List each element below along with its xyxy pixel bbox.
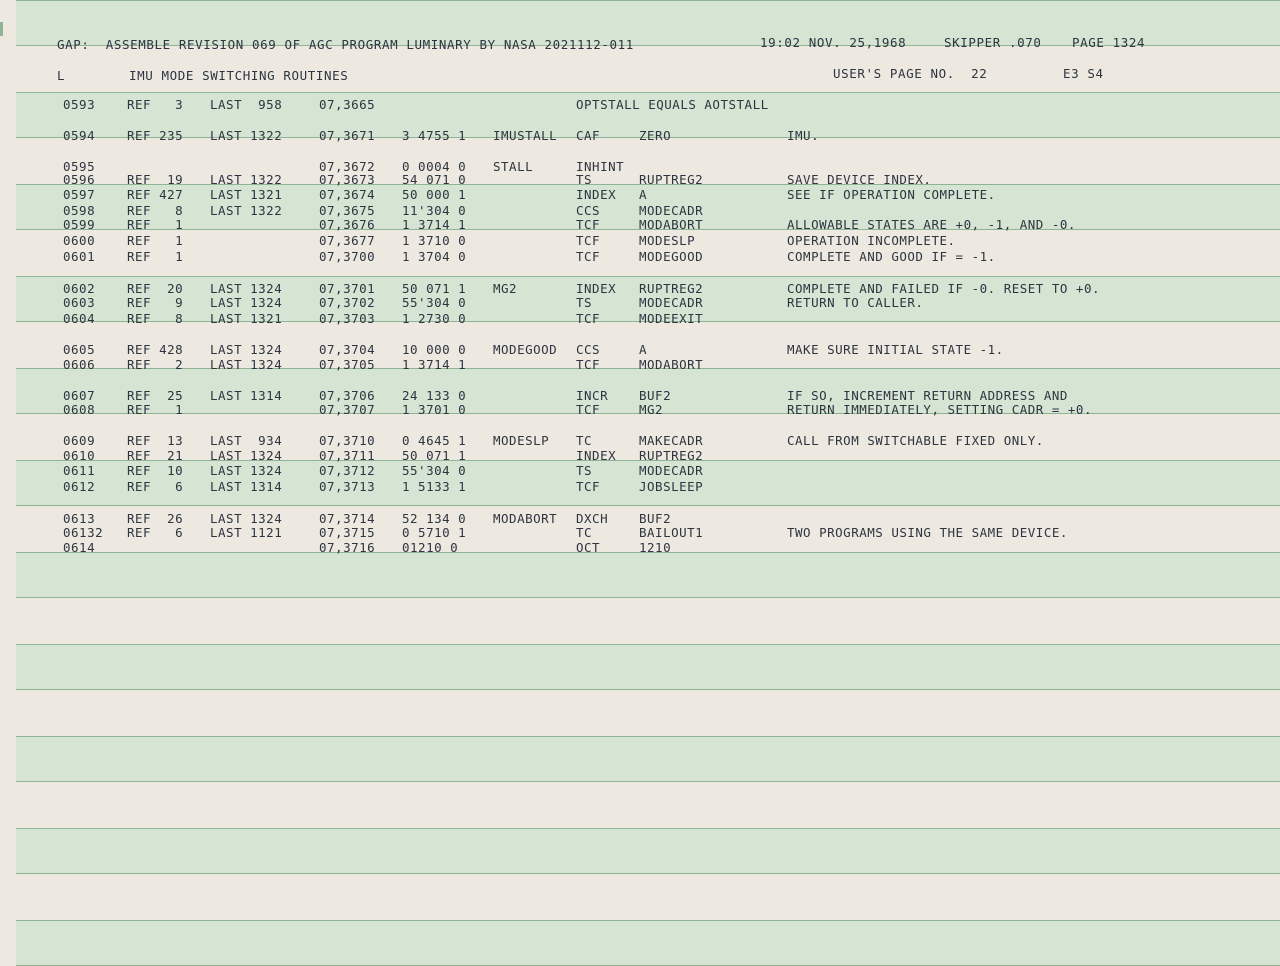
listing-addr: 07,3676	[319, 217, 376, 232]
listing-opcode: CCS	[576, 203, 601, 218]
listing-ref: REF 21	[127, 448, 184, 463]
paper-band	[16, 644, 1280, 690]
listing-operand: MODESLP	[639, 233, 696, 248]
listing-last: LAST 1324	[210, 295, 283, 310]
listing-word: 50 071 1	[402, 448, 467, 463]
listing-opcode: TCF	[576, 249, 601, 264]
page-number: PAGE 1324	[1072, 35, 1146, 50]
listing-label: MODESLP	[493, 433, 550, 448]
listing-line: 0605	[63, 342, 96, 357]
listing-addr: 07,3675	[319, 203, 376, 218]
listing-word: 52 134 0	[402, 511, 467, 526]
listing-line: 0611	[63, 463, 96, 478]
users-page-number: USER'S PAGE NO. 22	[833, 66, 988, 81]
listing-ref: REF 19	[127, 172, 184, 187]
listing-opcode: TC	[576, 525, 593, 540]
listing-operand: MAKECADR	[639, 433, 704, 448]
listing-line: 0607	[63, 388, 96, 403]
listing-comment: MAKE SURE INITIAL STATE -1.	[787, 342, 1004, 357]
listing-opcode: INCR	[576, 388, 609, 403]
listing-word: 01210 0	[402, 540, 459, 555]
listing-word: 1 3710 0	[402, 233, 467, 248]
listing-addr: 07,3715	[319, 525, 376, 540]
listing-last: LAST 1321	[210, 187, 283, 202]
listing-addr: 07,3665	[319, 97, 376, 112]
listing-label: MODABORT	[493, 511, 558, 526]
listing-addr: 07,3700	[319, 249, 376, 264]
listing-last: LAST 1324	[210, 357, 283, 372]
listing-ref: REF 2	[127, 357, 184, 372]
listing-comment: RETURN TO CALLER.	[787, 295, 924, 310]
listing-line: 0609	[63, 433, 96, 448]
listing-operand: MODECADR	[639, 463, 704, 478]
paper-band	[16, 828, 1280, 874]
listing-addr: 07,3673	[319, 172, 376, 187]
listing-line: 0606	[63, 357, 96, 372]
listing-operand: MODABORT	[639, 217, 704, 232]
listing-line: 0599	[63, 217, 96, 232]
listing-ref: REF 9	[127, 295, 184, 310]
listing-last: LAST 934	[210, 433, 283, 448]
listing-ref: REF 10	[127, 463, 184, 478]
listing-addr: 07,3712	[319, 463, 376, 478]
listing-label: IMUSTALL	[493, 128, 558, 143]
listing-opcode: INDEX	[576, 448, 617, 463]
listing-ref: REF 13	[127, 433, 184, 448]
listing-word: 1 3714 1	[402, 217, 467, 232]
listing-ref: REF 6	[127, 525, 184, 540]
listing-word: 11'304 0	[402, 203, 467, 218]
listing-operand: MODECADR	[639, 203, 704, 218]
listing-opcode: TCF	[576, 479, 601, 494]
listing-line: 0613	[63, 511, 96, 526]
listing-last: LAST 1324	[210, 463, 283, 478]
listing-line: 0612	[63, 479, 96, 494]
listing-addr: 07,3710	[319, 433, 376, 448]
listing-word: 55'304 0	[402, 463, 467, 478]
listing-comment: SEE IF OPERATION COMPLETE.	[787, 187, 996, 202]
listing-last: LAST 1324	[210, 448, 283, 463]
operator-label: SKIPPER .070	[944, 35, 1042, 50]
listing-word: 50 000 1	[402, 187, 467, 202]
listing-comment: IF SO, INCREMENT RETURN ADDRESS AND	[787, 388, 1068, 403]
assembly-timestamp: 19:02 NOV. 25,1968	[760, 35, 907, 50]
paper-band	[16, 736, 1280, 782]
listing-comment: COMPLETE AND GOOD IF = -1.	[787, 249, 996, 264]
listing-operand: A	[639, 187, 648, 202]
listing-opcode: TCF	[576, 357, 601, 372]
listing-last: LAST 1322	[210, 172, 283, 187]
listing-addr: 07,3706	[319, 388, 376, 403]
listing-operand: JOBSLEEP	[639, 479, 704, 494]
listing-word: 54 071 0	[402, 172, 467, 187]
listing-operand: MODEGOOD	[639, 249, 704, 264]
listing-operand: BUF2	[639, 511, 672, 526]
listing-word: 1 5133 1	[402, 479, 467, 494]
listing-comment: TWO PROGRAMS USING THE SAME DEVICE.	[787, 525, 1068, 540]
listing-word: 10 000 0	[402, 342, 467, 357]
listing-opcode: CAF	[576, 128, 601, 143]
listing-word: 1 3704 0	[402, 249, 467, 264]
listing-opcode: CCS	[576, 342, 601, 357]
listing-operand: MODECADR	[639, 295, 704, 310]
listing-ref: REF 20	[127, 281, 184, 296]
listing-opcode: TS	[576, 463, 593, 478]
paper-band	[16, 552, 1280, 598]
listing-comment: RETURN IMMEDIATELY, SETTING CADR = +0.	[787, 402, 1092, 417]
listing-ref: REF 1	[127, 402, 184, 417]
listing-line: 0593	[63, 97, 96, 112]
paper-band	[16, 920, 1280, 966]
page-codes: E3 S4	[1063, 66, 1104, 81]
listing-addr: 07,3704	[319, 342, 376, 357]
listing-line: 0602	[63, 281, 96, 296]
listing-last: LAST 1314	[210, 388, 283, 403]
listing-word: 1 3701 0	[402, 402, 467, 417]
listing-last: LAST 1321	[210, 311, 283, 326]
assembly-header: GAP: ASSEMBLE REVISION 069 OF AGC PROGRAM LUMINARY BY NASA 2021112-011	[57, 37, 634, 52]
listing-ref: REF 8	[127, 203, 184, 218]
listing-last: LAST 958	[210, 97, 283, 112]
listing-last: LAST 1324	[210, 281, 283, 296]
listing-last: LAST 1324	[210, 342, 283, 357]
listing-addr: 07,3707	[319, 402, 376, 417]
listing-ref: REF 1	[127, 233, 184, 248]
listing-opcode: TC	[576, 433, 593, 448]
listing-operand: 1210	[639, 540, 672, 555]
listing-word: 0 4645 1	[402, 433, 467, 448]
listing-line: 0598	[63, 203, 96, 218]
tractor-feed-mark	[0, 22, 3, 36]
listing-word: 1 2730 0	[402, 311, 467, 326]
listing-comment: ALLOWABLE STATES ARE +0, -1, AND -0.	[787, 217, 1076, 232]
listing-operand: ZERO	[639, 128, 672, 143]
listing-ref: REF 428	[127, 342, 184, 357]
listing-opcode: TS	[576, 295, 593, 310]
listing-ref: REF 25	[127, 388, 184, 403]
listing-ref: REF 6	[127, 479, 184, 494]
listing-comment: COMPLETE AND FAILED IF -0. RESET TO +0.	[787, 281, 1100, 296]
listing-operand: BAILOUT1	[639, 525, 704, 540]
listing-operand: RUPTREG2	[639, 448, 704, 463]
listing-comment: IMU.	[787, 128, 820, 143]
listing-addr: 07,3701	[319, 281, 376, 296]
listing-addr: 07,3705	[319, 357, 376, 372]
listing-operand: MODABORT	[639, 357, 704, 372]
listing-last: LAST 1314	[210, 479, 283, 494]
listing-addr: 07,3702	[319, 295, 376, 310]
listing-addr: 07,3713	[319, 479, 376, 494]
listing-line: 0614	[63, 540, 96, 555]
listing-opcode: INDEX	[576, 187, 617, 202]
listing-addr: 07,3711	[319, 448, 376, 463]
section-title: IMU MODE SWITCHING ROUTINES	[129, 68, 349, 83]
listing-opcode: OCT	[576, 540, 601, 555]
listing-comment: CALL FROM SWITCHABLE FIXED ONLY.	[787, 433, 1044, 448]
listing-label: STALL	[493, 159, 534, 174]
listing-addr: 07,3714	[319, 511, 376, 526]
listing-word: 50 071 1	[402, 281, 467, 296]
listing-opcode: INHINT	[576, 159, 625, 174]
listing-operand: RUPTREG2	[639, 172, 704, 187]
listing-ref: REF 8	[127, 311, 184, 326]
listing-opcode: TCF	[576, 311, 601, 326]
listing-word: 0 5710 1	[402, 525, 467, 540]
listing-line: 0596	[63, 172, 96, 187]
listing-label: MODEGOOD	[493, 342, 558, 357]
listing-ref: REF 26	[127, 511, 184, 526]
listing-ref: REF 1	[127, 249, 184, 264]
listing-line: 0608	[63, 402, 96, 417]
listing-last: LAST 1322	[210, 203, 283, 218]
listing-addr: 07,3677	[319, 233, 376, 248]
listing-operand: MODEEXIT	[639, 311, 704, 326]
listing-addr: 07,3674	[319, 187, 376, 202]
listing-opcode: TCF	[576, 233, 601, 248]
listing-opcode: TCF	[576, 402, 601, 417]
listing-addr: 07,3716	[319, 540, 376, 555]
listing-line: 0597	[63, 187, 96, 202]
listing-line: 0600	[63, 233, 96, 248]
listing-word: 55'304 0	[402, 295, 467, 310]
listing-line: 06132	[63, 525, 104, 540]
listing-word: 1 3714 1	[402, 357, 467, 372]
listing-line: 0601	[63, 249, 96, 264]
listing-last: LAST 1121	[210, 525, 283, 540]
listing-operand: BUF2	[639, 388, 672, 403]
listing-operand: RUPTREG2	[639, 281, 704, 296]
listing-opcode: DXCH	[576, 511, 609, 526]
listing-operand: MG2	[639, 402, 664, 417]
listing-opcode: TS	[576, 172, 593, 187]
listing-ref: REF 3	[127, 97, 184, 112]
listing-opcode: OPTSTALL EQUALS AOTSTALL	[576, 97, 769, 112]
listing-line: 0603	[63, 295, 96, 310]
listing-addr: 07,3672	[319, 159, 376, 174]
listing-line: 0604	[63, 311, 96, 326]
listing-word: 24 133 0	[402, 388, 467, 403]
listing-word: 0 0004 0	[402, 159, 467, 174]
listing-word: 3 4755 1	[402, 128, 467, 143]
log-marker: L	[57, 68, 66, 83]
listing-last: LAST 1322	[210, 128, 283, 143]
listing-label: MG2	[493, 281, 518, 296]
listing-line: 0594	[63, 128, 96, 143]
listing-operand: A	[639, 342, 648, 357]
listing-addr: 07,3671	[319, 128, 376, 143]
listing-line: 0595	[63, 159, 96, 174]
listing-opcode: TCF	[576, 217, 601, 232]
listing-ref: REF 235	[127, 128, 184, 143]
listing-comment: OPERATION INCOMPLETE.	[787, 233, 956, 248]
listing-comment: SAVE DEVICE INDEX.	[787, 172, 932, 187]
listing-line: 0610	[63, 448, 96, 463]
listing-ref: REF 1	[127, 217, 184, 232]
listing-last: LAST 1324	[210, 511, 283, 526]
listing-opcode: INDEX	[576, 281, 617, 296]
listing-ref: REF 427	[127, 187, 184, 202]
listing-addr: 07,3703	[319, 311, 376, 326]
